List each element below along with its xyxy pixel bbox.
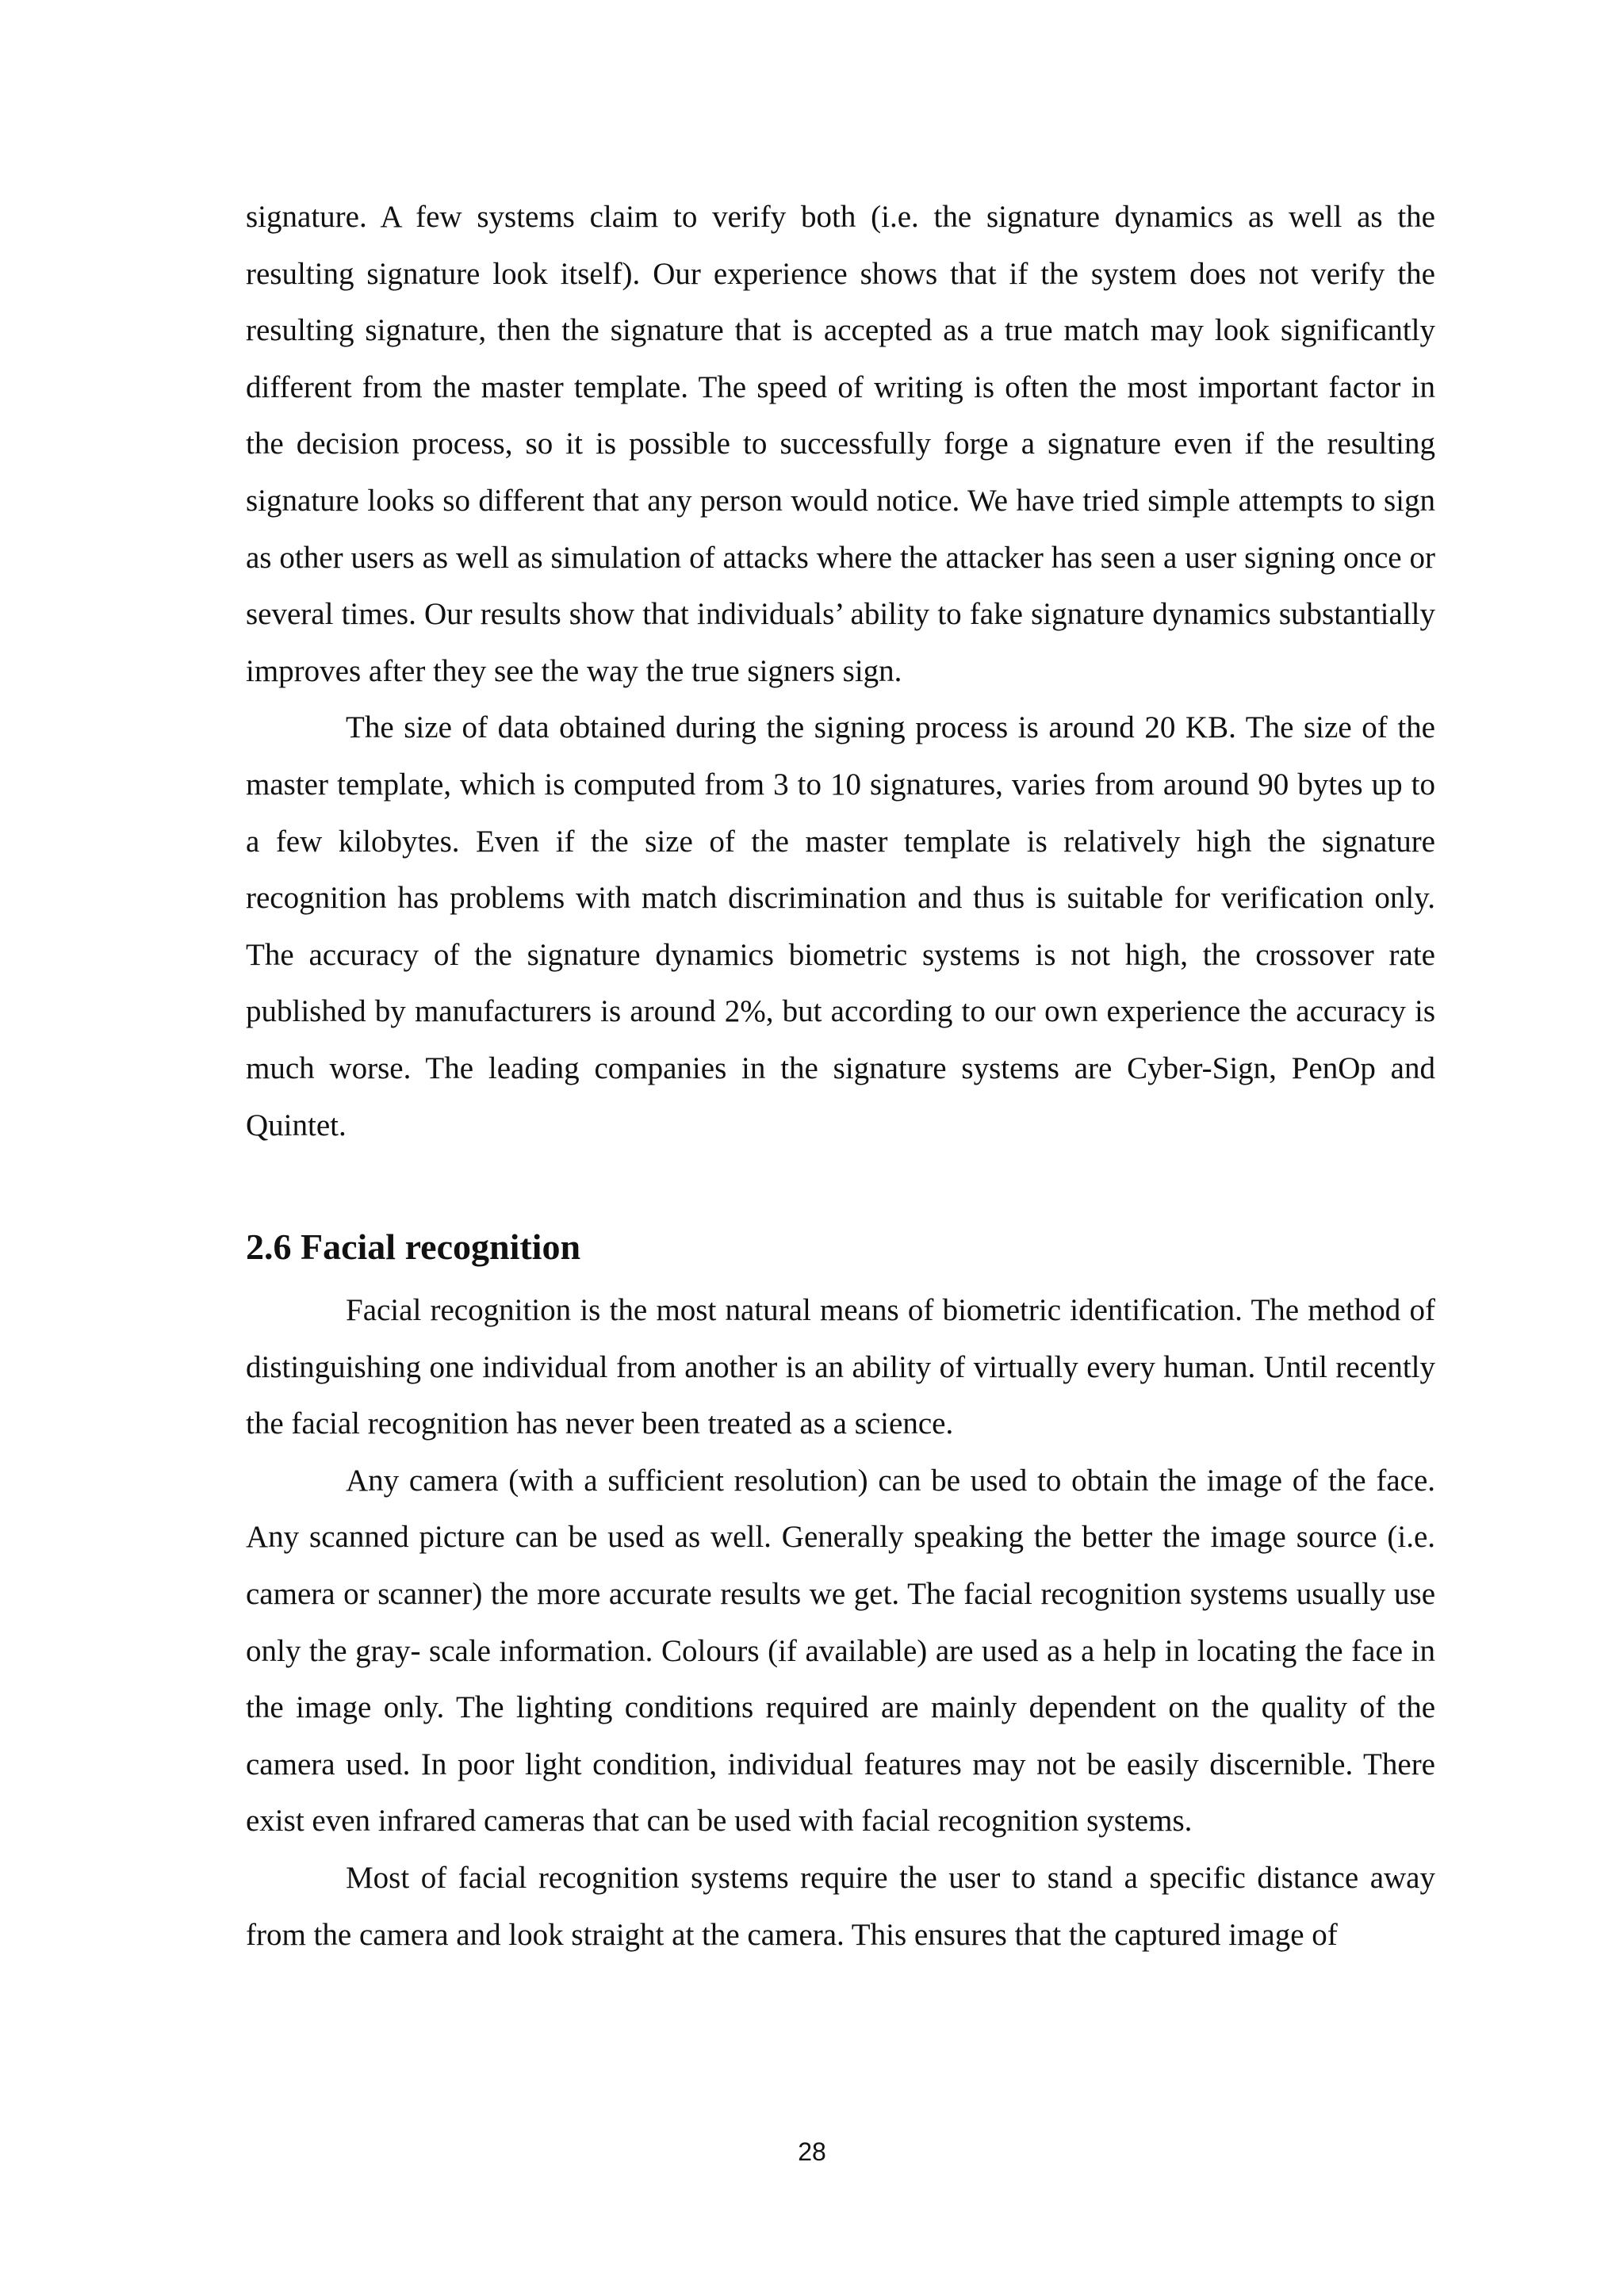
body-paragraph: Facial recognition is the most natural means of biometric identification. The method of distinguishing one individual from another is an ability of virtually every human. Until recently the facial recognition has never been treated as a science. (246, 1293, 1435, 1441)
document-page (246, 189, 1435, 1963)
body-paragraph: Most of facial recognition systems require the user to stand a specific distance away from the camera and look straight at the camera. This ensures that the captured image of (246, 1861, 1435, 1952)
body-paragraph: signature. A few systems claim to verify both (i.e. the signature dynamics as well as the resulting signature look itself). Our experience shows that if the system does not verify the resulting signature, then the signature that is accepted as a true match may look significantly different from the master template. The speed of writing is often the most important factor in the decision process, so it is possible to successfully forge a signature even if the resulting signature looks so different that any person would notice. We have tried simple attempts to sign as other users as well as simulation of attacks where the attacker has seen a user signing once or several times. Our results show that individuals’ ability to fake signature dynamics substantially improves after they see the way the true signers sign. (246, 200, 1435, 688)
section-heading: 2.6 Facial recognition (246, 1226, 581, 1268)
page-number: 28 (798, 2137, 826, 2166)
body-paragraph: Any camera (with a sufficient resolution) can be used to obtain the image of the face. Any scanned picture can be used as well. Generally speaking the better the image source (i.e. camera or scanner) the more accurate results we get. The facial recognition systems usually use only the gray- scale information. Colours (if available) are used as a help in locating the face in the image only. The lighting conditions required are mainly dependent on the quality of the camera used. In poor light condition, individual features may not be easily discernible. There exist even infrared cameras that can be used with facial recognition systems. (246, 1463, 1435, 1839)
body-paragraph: The size of data obtained during the signing process is around 20 KB. The size of the master template, which is computed from 3 to 10 signatures, varies from around 90 bytes up to a few kilobytes. Even if the size of the master template is relatively high the signature recognition has problems with match discrimination and thus is suitable for verification only. The accuracy of the signature dynamics biometric systems is not high, the crossover rate published by manufacturers is around 2%, but according to our own experience the accuracy is much worse. The leading companies in the signature systems are Cyber-Sign, PenOp and Quintet. (246, 710, 1435, 1142)
